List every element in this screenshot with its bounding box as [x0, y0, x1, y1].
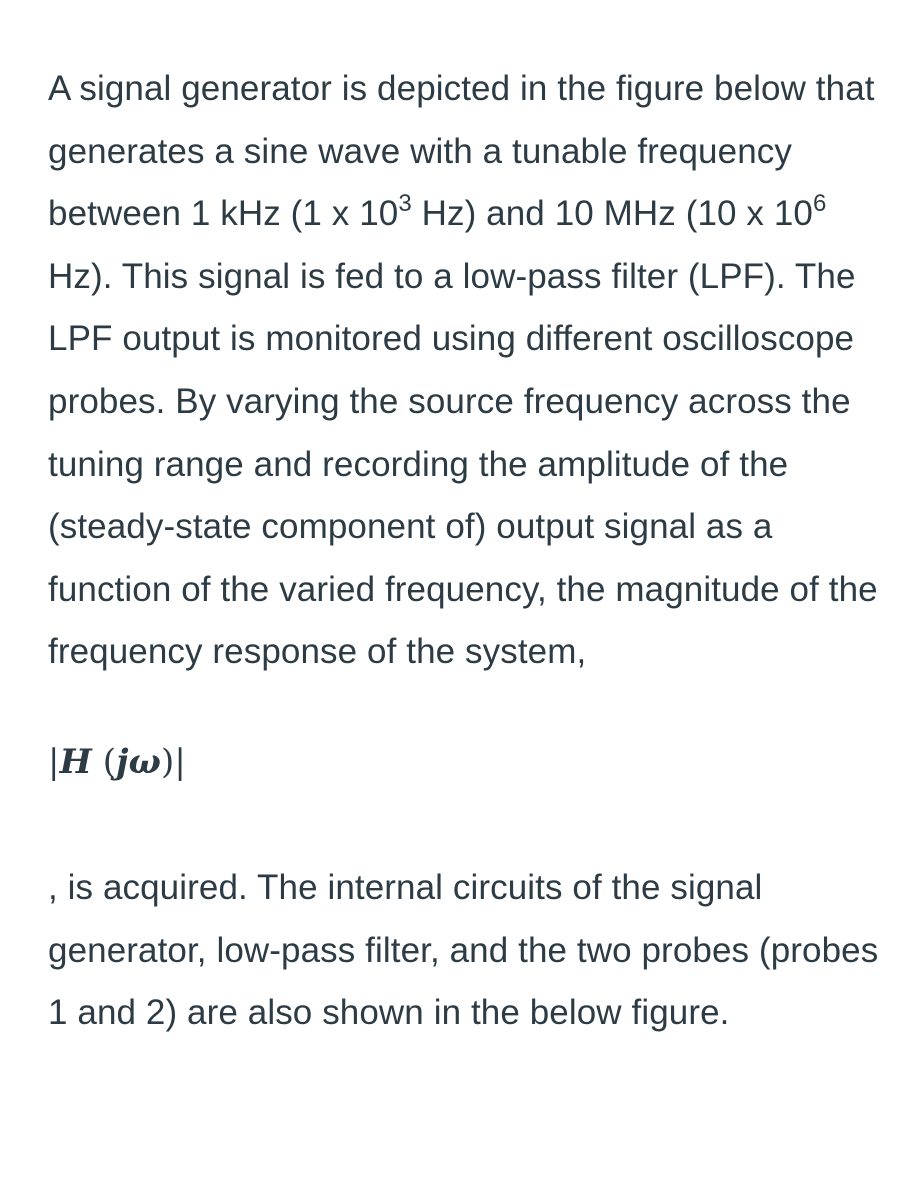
paragraph-1-text-a: A signal generator is depicted in the figure below that generates a sine wave with a tunable frequency between 1 kHz (1 x 10 — [48, 69, 875, 234]
frequency-response-equation — [48, 731, 888, 793]
paragraph-1-text-b: Hz) and 10 MHz (10 x 10 — [411, 194, 813, 234]
abs-close: | — [174, 741, 186, 782]
equation-h: H — [59, 741, 92, 782]
problem-paragraph-1 — [48, 58, 888, 684]
paragraph-1-text-c: Hz). This signal is fed to a low-pass filter (LPF). The LPF output is monitored using different oscilloscope probes. By varying the source frequency across the tuning range and recording the amplitude of the (steady-state component of) output signal as a function of the varied frequency, the magnitude of the frequency response of the system, — [48, 256, 878, 672]
equation-lparen: ( — [91, 741, 117, 782]
problem-paragraph-2: , is acquired. The internal circuits of the signal generator, low-pass filter, and the two probes (probes 1 and 2) are also shown in the below figure. — [48, 867, 879, 1033]
abs-open: | — [48, 741, 60, 782]
equation-j: j — [116, 741, 129, 782]
equation-omega: ω — [128, 741, 161, 782]
equation-rparen: ) — [160, 741, 175, 782]
exponent-6: 6 — [812, 189, 827, 217]
problem-text — [48, 58, 888, 1045]
exponent-3: 3 — [398, 189, 412, 217]
